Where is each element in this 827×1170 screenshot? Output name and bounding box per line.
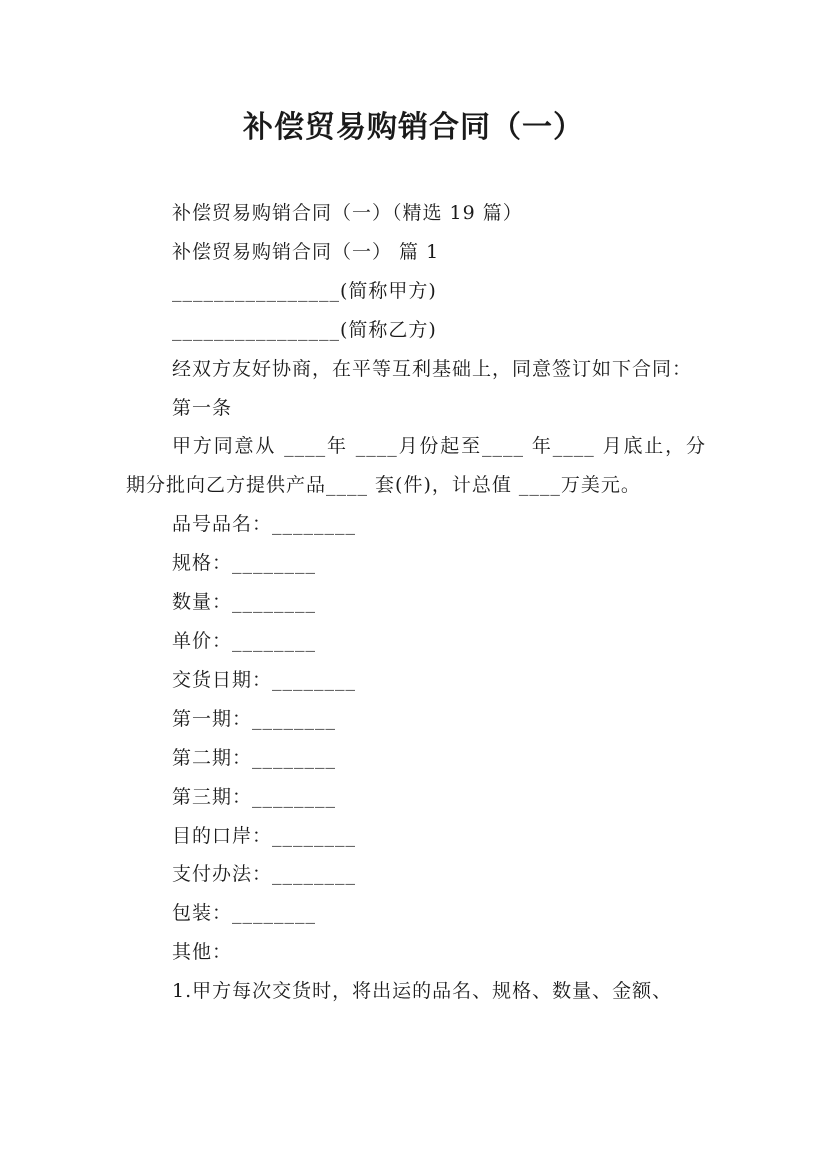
field-packaging: 包装：________ — [172, 902, 317, 925]
paragraph-subtitle: 补偿贸易购销合同（一）（精选 19 篇） — [172, 202, 523, 224]
field-product-name: 品号品名：________ — [172, 513, 357, 536]
paragraph-party-b: ________________(简称乙方) — [172, 318, 437, 341]
field-payment-method: 支付办法：________ — [172, 863, 357, 886]
paragraph-article-one-body: 甲方同意从 ____年 ____月份起至____ 年____ 月底止，分期分批向乙方提供产品____ 套(件)，计总值 ____万美元。 — [126, 435, 706, 497]
paragraph-party-a: ________________(简称甲方) — [172, 279, 437, 302]
field-other: 其他： — [172, 941, 233, 964]
paragraph-section-heading: 补偿贸易购销合同（一） 篇 1 — [172, 240, 440, 263]
paragraph-preamble: 经双方友好协商，在平等互利基础上，同意签订如下合同： — [172, 357, 693, 380]
field-phase-one: 第一期：________ — [172, 707, 337, 730]
field-phase-three: 第三期：________ — [172, 785, 337, 808]
field-phase-two: 第二期：________ — [172, 746, 337, 769]
paragraph-item-one: 1.甲方每次交货时，将出运的品名、规格、数量、金额、 — [172, 980, 673, 1003]
field-quantity: 数量：________ — [172, 591, 317, 614]
field-delivery-date: 交货日期：________ — [172, 668, 357, 691]
paragraph-article-one: 第一条 — [172, 396, 233, 419]
field-unit-price: 单价：________ — [172, 629, 317, 652]
document-title: 补偿贸易购销合同（一） — [243, 110, 584, 145]
document-body — [126, 194, 706, 1011]
field-specification: 规格：________ — [172, 552, 317, 575]
field-destination-port: 目的口岸：________ — [172, 824, 357, 847]
